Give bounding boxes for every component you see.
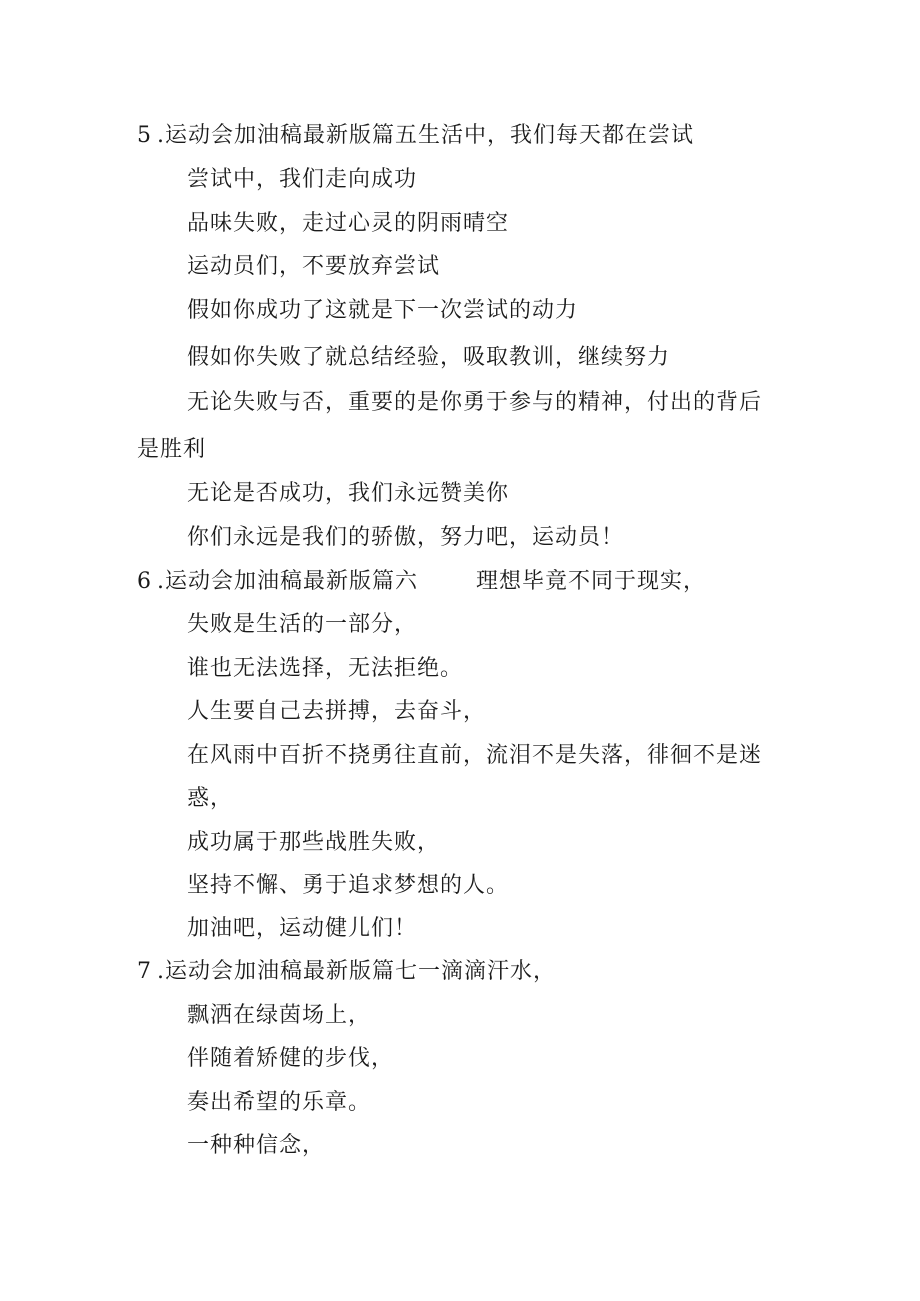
poem-line: 一种种信念， xyxy=(187,1133,326,1158)
poem-line-continuation: 是胜利 xyxy=(137,437,207,462)
poem-line: 失败是生活的一部分， xyxy=(187,612,418,637)
section-number: 6 xyxy=(137,569,152,594)
poem-line: 无论是否成功，我们永远赞美你 xyxy=(187,481,510,506)
poem-line: 奏出希望的乐章。 xyxy=(187,1090,372,1115)
section-heading-text: .运动会加油稿最新版篇五生活中，我们每天都在尝试 xyxy=(157,123,694,148)
poem-line: 加油吧，运动健儿们！ xyxy=(187,916,418,941)
section-heading xyxy=(137,121,694,151)
section-number: 7 xyxy=(137,959,152,984)
poem-line: 运动员们，不要放弃尝试 xyxy=(187,254,441,279)
section-heading-tail: 理想毕竟不同于现实， xyxy=(476,569,707,594)
poem-line: 品味失败，走过心灵的阴雨晴空 xyxy=(187,211,510,236)
poem-line: 谁也无法选择，无法拒绝。 xyxy=(187,656,464,681)
poem-line: 成功属于那些战胜失败， xyxy=(187,830,441,855)
section-number: 5 xyxy=(137,123,152,148)
poem-line: 人生要自己去拼搏，去奋斗， xyxy=(187,699,487,724)
section-heading-text: .运动会加油稿最新版篇六 xyxy=(157,569,418,594)
poem-line: 无论失败与否，重要的是你勇于参与的精神，付出的背后 xyxy=(187,390,763,415)
poem-line: 你们永远是我们的骄傲，努力吧，运动员！ xyxy=(187,525,625,550)
poem-line: 在风雨中百折不挠勇往直前，流泪不是失落，徘徊不是迷 xyxy=(187,743,763,768)
poem-line: 假如你失败了就总结经验，吸取教训，继续努力 xyxy=(187,345,671,370)
poem-line: 伴随着矫健的步伐， xyxy=(187,1046,395,1071)
section-heading xyxy=(137,567,706,597)
poem-line: 假如你成功了这就是下一次尝试的动力 xyxy=(187,298,579,323)
section-heading-text: .运动会加油稿最新版篇七一滴滴汗水， xyxy=(157,959,556,984)
poem-line: 尝试中，我们走向成功 xyxy=(187,167,418,192)
poem-line: 飘洒在绿茵场上， xyxy=(187,1003,372,1028)
poem-line-continuation: 惑， xyxy=(187,786,234,811)
poem-line: 坚持不懈、勇于追求梦想的人。 xyxy=(187,873,510,898)
section-heading xyxy=(137,957,556,987)
